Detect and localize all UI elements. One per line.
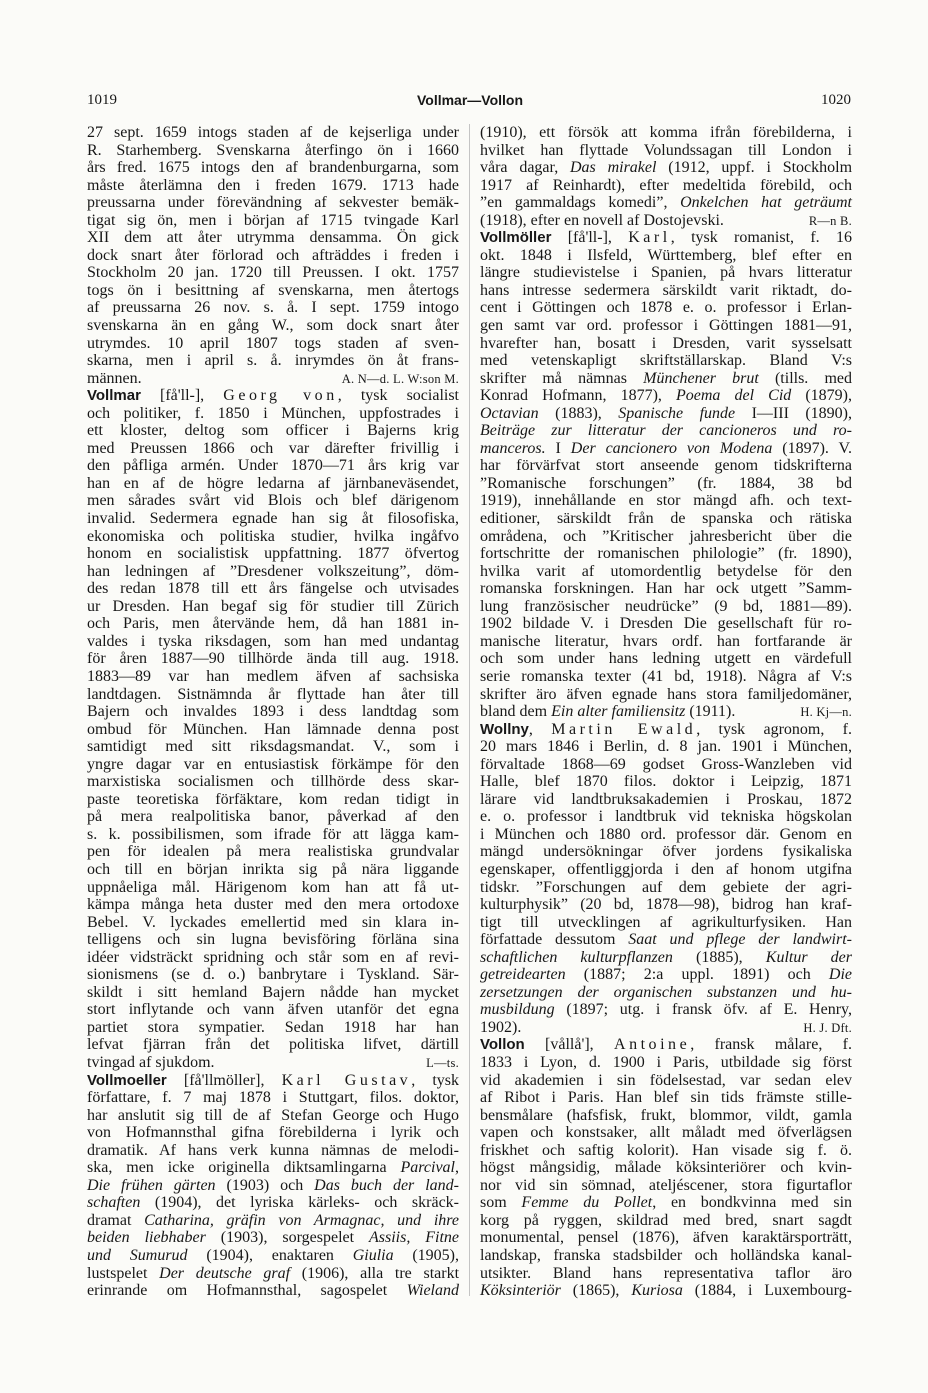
text-line: längre studievistelse i Spanien, på hvars litteratur bbox=[480, 264, 852, 282]
text-line bbox=[87, 1054, 459, 1072]
text-line: 27 sept. 1659 intogs staden af de kejserliga under bbox=[87, 124, 459, 141]
text-run: (1904), enaktaren bbox=[187, 1247, 353, 1264]
text-run: (tills. med bbox=[758, 369, 853, 387]
text-run: , tysk agronom, f. bbox=[696, 720, 852, 738]
text-line: partiet stora sympatier. Sedan 1918 har han bbox=[87, 1018, 459, 1036]
text-line: idéer vidsträckt spridning och står som en af revi- bbox=[87, 948, 459, 966]
text-run: [vållå'], bbox=[524, 1036, 614, 1054]
text-line bbox=[87, 1212, 459, 1230]
text-run: I bbox=[545, 439, 571, 457]
text-line: ekonomiska och politiska studier, hvilka ingåfvo bbox=[87, 527, 459, 545]
text-line: 1919), innehållande en stor mängd afh. och text- bbox=[480, 492, 852, 510]
text-line: paste teoretiska förfäktare, kom redan tidigt in bbox=[87, 790, 459, 808]
text-line: gen samt var ord. professor i Göttingen 1881—91, bbox=[480, 317, 852, 335]
line-text bbox=[87, 1054, 215, 1072]
text-line: valdes i tyska riksdagen, som han med undantag bbox=[87, 632, 459, 650]
text-line: telligens och sin lugna bevisföring förläna sina bbox=[87, 931, 459, 949]
text-line bbox=[480, 1019, 852, 1037]
column-left bbox=[87, 124, 459, 1300]
text-line: lefvat fjärran från det politiska lifvet, därtill bbox=[87, 1036, 459, 1054]
text-line: lung französischer neudrücke” (9 bd, 1881—89). bbox=[480, 597, 852, 615]
text-line: skrifter äro äfven egnade hans stora familjedomäner, bbox=[480, 685, 852, 703]
text-line: och Paris, men återvände hem, då han 1881 in- bbox=[87, 615, 459, 633]
text-run: (1887; 2:a uppl. 1891) och bbox=[565, 966, 829, 984]
text-run: I—III (1890), bbox=[735, 404, 853, 422]
text-line: har anslutit sig till de af Stefan George och Hugo bbox=[87, 1106, 459, 1124]
author-signature: L—ts. bbox=[426, 1055, 459, 1070]
text-line: 1902 bildade V. i Dresden Die gesellschaft für ro- bbox=[480, 615, 852, 633]
entry-person-name: Karl Gustav bbox=[281, 1071, 412, 1089]
text-line: marxistiska socialismen och tillhörde dess skar- bbox=[87, 773, 459, 791]
text-run: Konrad Hofmann, 1877), bbox=[480, 387, 676, 405]
text-run: som bbox=[480, 1194, 522, 1212]
italic-title: musbildung bbox=[480, 1001, 555, 1019]
text-line: e. o. professor i landtbruk vid tekniska högskolan bbox=[480, 808, 852, 826]
text-line: egenskaper, offentliggjorda i den af honom utgifna bbox=[480, 860, 852, 878]
text-line: vapen och konstsaker, allt måladt med öfverlägsen bbox=[480, 1124, 852, 1142]
text-run: ska, men icke originella diktsamlingarna bbox=[87, 1159, 401, 1177]
text-line: Halle, blef 1870 filos. doktor i Leipzig, 1871 bbox=[480, 773, 852, 791]
text-run: , bbox=[528, 720, 552, 738]
text-line bbox=[480, 703, 852, 721]
text-line: skildt i sitt hemland Bajern nådde han mycket bbox=[87, 983, 459, 1001]
italic-title: Ein alter familiensitz bbox=[551, 703, 686, 721]
text-line: yngre dagar var en entusiastisk förkämpe för den bbox=[87, 755, 459, 773]
text-run: [få'll-], bbox=[140, 387, 224, 405]
text-line bbox=[87, 1177, 459, 1195]
text-line bbox=[480, 1194, 852, 1212]
text-line: stort inflytande och vann äfven utanför det egna bbox=[87, 1001, 459, 1019]
text-run: (1906), alla tre starkt bbox=[290, 1264, 460, 1282]
text-run: , bbox=[455, 1159, 459, 1177]
text-line bbox=[480, 159, 852, 177]
text-run: (1912, uppf. i Stockholm bbox=[656, 159, 853, 177]
text-line: hvarefter han, bosatt i Dresden, varit sysselsatt bbox=[480, 334, 852, 352]
text-line: med Preussen 1866 och var därefter frivillig i bbox=[87, 439, 459, 457]
text-line: ur Dresden. Han begaf sig för studier till Zürich bbox=[87, 597, 459, 615]
text-line: och politiker, f. 1850 i München, uppfostrades i bbox=[87, 404, 459, 422]
entry-headword: Vollmoeller bbox=[87, 1071, 167, 1089]
text-line: svenskarna än en gång W., som dock snart åter bbox=[87, 317, 459, 335]
text-line: mängd undersökningar öfver jordens fysikaliska bbox=[480, 843, 852, 861]
text-line: 1883—89 var han medlem äfven af sachsiska bbox=[87, 667, 459, 685]
italic-title: getreidearten bbox=[480, 966, 566, 984]
text-line: friskhet och saftig kolorit). Han visade sig f. ö. bbox=[480, 1141, 852, 1159]
text-line bbox=[87, 1229, 459, 1247]
italic-title: Kultur der bbox=[765, 948, 852, 966]
text-run: (1879), bbox=[791, 387, 853, 405]
text-line bbox=[480, 949, 852, 967]
text-run: (1911). bbox=[685, 703, 736, 721]
line-text bbox=[480, 703, 735, 721]
italic-title: zersetzungen der organischen substanzen und hu- bbox=[480, 983, 852, 1001]
text-line: manische literatur, hvars ordf. han fortfarande är bbox=[480, 632, 852, 650]
text-run: (1897). V. bbox=[772, 439, 853, 457]
text-line: vid akademien i sin födelsestad, var sedan elev bbox=[480, 1071, 852, 1089]
text-run: (1903), sorgespelet bbox=[205, 1229, 369, 1247]
text-line bbox=[87, 1247, 459, 1265]
italic-title: schaften bbox=[87, 1194, 141, 1212]
text-line bbox=[480, 370, 852, 388]
text-line bbox=[480, 1001, 852, 1019]
text-run: (1897; utg. i fransk öfv. af E. Henry, bbox=[554, 1001, 852, 1019]
text-line bbox=[87, 387, 459, 405]
text-line: dock snart åter förlorad och afträddes i freden i bbox=[87, 246, 459, 264]
column-divider bbox=[469, 124, 470, 1296]
page-number-right: 1020 bbox=[821, 92, 851, 108]
italic-title: Das mirakel bbox=[570, 159, 657, 177]
text-line: högst mångsidig, målade köksinteriörer och kvin- bbox=[480, 1159, 852, 1177]
line-text bbox=[480, 212, 724, 230]
text-line bbox=[87, 1265, 459, 1283]
text-line: invalid. Sedermera egnade han sig åt filosofiska, bbox=[87, 510, 459, 528]
text-line: har förvärfvat stort anseende genom tidskrifterna bbox=[480, 457, 852, 475]
text-line: lärare vid landtbruksakademien i Proskau, 1872 bbox=[480, 790, 852, 808]
entry-person-name: Antoine bbox=[614, 1036, 691, 1054]
text-run: (1918), efter en novell af Dostojevski. bbox=[480, 211, 724, 229]
text-line bbox=[480, 422, 852, 440]
text-line: ett kloster, deltog som officer i Bajerns krig bbox=[87, 422, 459, 440]
italic-title: Beiträge zur litteratur der cancioneros und ro- bbox=[480, 422, 852, 440]
text-line: han en af de högre ledarna af järnbaneväsendet, bbox=[87, 474, 459, 492]
italic-title: Onkelchen hat geträumt bbox=[680, 194, 852, 212]
text-line: ”Romanische forschungen” (fr. 1884, 38 bd bbox=[480, 474, 852, 492]
page-number-left: 1019 bbox=[87, 92, 117, 108]
text-line: af preussarna 26 nov. s. å. I sept. 1759 intogo bbox=[87, 299, 459, 317]
text-line: för åren 1887—90 tillhörde ända till aug. 1918. bbox=[87, 650, 459, 668]
text-line: af Ribot i Paris. Han blef sin tids främste stille- bbox=[480, 1089, 852, 1107]
text-line: med vetenskapligt skriftställarskap. Bland V:s bbox=[480, 352, 852, 370]
text-line bbox=[87, 1282, 459, 1300]
text-line: Bajern och invaldes 1893 i dess landtdag som bbox=[87, 703, 459, 721]
italic-title: schaftlichen kulturpflanzen bbox=[480, 948, 673, 966]
text-line: honom en socialistisk uppfattning. 1877 öfvertog bbox=[87, 545, 459, 563]
italic-title: und Sumurud bbox=[87, 1247, 188, 1264]
text-line: samtidigt med sitt riksdagsmandat. V., som i bbox=[87, 738, 459, 756]
text-line: års fred. 1675 intogs den af brandenburgarna, som bbox=[87, 159, 459, 177]
text-line: tigt till utvecklingen af agrikulturfysiken. Han bbox=[480, 913, 852, 931]
italic-title: Spanische funde bbox=[618, 404, 736, 422]
text-line bbox=[480, 440, 852, 458]
italic-title: Saat und pflege der landwirt- bbox=[628, 931, 853, 949]
text-run: tvingad af sjukdom. bbox=[87, 1053, 215, 1071]
text-line: 20 mars 1846 i Berlin, d. 8 jan. 1901 i München, bbox=[480, 738, 852, 756]
text-line bbox=[87, 370, 459, 388]
text-line: Bebel. V. lyckades emellertid med sin klara in- bbox=[87, 913, 459, 931]
text-line: fortschritte der romanischen philologie” (fr. 1890), bbox=[480, 545, 852, 563]
column-right bbox=[480, 124, 852, 1300]
author-signature: A. N—d. L. W:son M. bbox=[341, 371, 459, 386]
text-line: 1833 i Lyon, d. 1900 i Paris, utbildade sig först bbox=[480, 1053, 852, 1071]
italic-title: Der deutsche graf bbox=[159, 1264, 291, 1282]
text-line: bensmålare (hafsfisk, frukt, blommor, vildt, gamla bbox=[480, 1106, 852, 1124]
text-line: monumental, pensel (1876), äfven karaktärsporträtt, bbox=[480, 1229, 852, 1247]
text-line: författare, f. 7 maj 1878 i Stuttgart, filos. doktor, bbox=[87, 1089, 459, 1107]
text-line: des redan 1878 till ett års fängelse och utvisades bbox=[87, 580, 459, 598]
italic-title: Wieland bbox=[406, 1282, 459, 1300]
entry-person-name: Martin Ewald bbox=[551, 720, 697, 738]
text-run: erinrande om Hofmannsthal, sagospelet bbox=[87, 1282, 407, 1300]
text-line: landskap, franska stadsbilder och holländska kanal- bbox=[480, 1247, 852, 1264]
text-run: (1905), bbox=[393, 1247, 459, 1264]
text-line: nor vid sin sömnad, ateljéscener, stora figurtaflor bbox=[480, 1176, 852, 1194]
text-line: och till en början inrikta sig på nära liggande bbox=[87, 860, 459, 878]
italic-title: Octavian bbox=[480, 404, 539, 422]
text-line: serie romanska texter (41 bd, 1918). Några af V:s bbox=[480, 667, 852, 685]
italic-title: Die frühen gärten bbox=[87, 1176, 216, 1194]
running-title: Vollmar—Vollon bbox=[416, 92, 524, 108]
text-line: romanska forskningen. Han har ock utgett ”Samm- bbox=[480, 580, 852, 598]
text-run: (1865), bbox=[560, 1282, 632, 1300]
text-run: (1904), det lyriska kärleks- och skräck- bbox=[140, 1194, 459, 1212]
text-line: ombud för München. Han lämnade denna post bbox=[87, 720, 459, 738]
text-run: männen. bbox=[87, 369, 142, 387]
entry-headword: Vollmöller bbox=[480, 229, 552, 247]
italic-title: Catharina, gräfin von Armagnac, und ihre bbox=[144, 1211, 459, 1229]
text-line: XII dem att åter utrymma densamma. Ön gick bbox=[87, 229, 459, 247]
text-line bbox=[480, 1036, 852, 1054]
text-line bbox=[480, 405, 852, 423]
text-line: sionismens (se d. o.) banbrytare i Tyskland. Sär- bbox=[87, 966, 459, 984]
text-line: kulturphysik” (20 bd, 1878—98), bidrog han kraf- bbox=[480, 896, 852, 914]
text-run: våra dagar, bbox=[480, 159, 570, 177]
text-line: måste återlämna den i freden 1679. 1713 hade bbox=[87, 176, 459, 194]
italic-title: Giulia bbox=[352, 1247, 394, 1264]
italic-title: Münchener brut bbox=[643, 369, 759, 387]
text-line: utrymdes. 10 april 1807 togs staden af sven- bbox=[87, 334, 459, 352]
text-line: den påfliga armén. Under 1870—71 års krig var bbox=[87, 457, 459, 475]
italic-title: Poema del Cid bbox=[676, 387, 792, 405]
text-run: skrifter må nämnas bbox=[480, 369, 644, 387]
text-line: hvilket han flyttade Volundssagan till London i bbox=[480, 141, 852, 159]
text-line: R. Starhemberg. Svenskarna återfingo ön i 1660 bbox=[87, 141, 459, 159]
text-line: hans intresse sedermera särskildt varit riktadt, do- bbox=[480, 281, 852, 299]
text-line: områdena, och ”Kritischer jahresbericht über die bbox=[480, 527, 852, 545]
italic-title: Das buch der land- bbox=[314, 1176, 459, 1194]
text-run: , tysk romanist, f. 16 bbox=[670, 229, 853, 247]
text-line: skarna, men i april s. å. inrymdes ön åt frans- bbox=[87, 352, 459, 370]
text-line: togs ön i besittning af svenskarna, men återtogs bbox=[87, 281, 459, 299]
text-line: s. k. possibilismen, som ifrade för att lägga kam- bbox=[87, 825, 459, 843]
text-run: [få'll-], bbox=[551, 229, 629, 247]
text-run: , en bondkvinna med sin bbox=[652, 1194, 853, 1212]
text-line: uppnåeliga mål. Härigenom kom han att få ut- bbox=[87, 878, 459, 896]
italic-title: Die bbox=[828, 966, 852, 984]
italic-title: manceros. bbox=[480, 439, 546, 457]
text-run: (1884, i Luxembourg- bbox=[682, 1282, 852, 1300]
text-line: editioner, särskildt från de spanska och rätiska bbox=[480, 510, 852, 528]
text-line: förvaltade 1868—69 godset Gross-Wanzleben vid bbox=[480, 755, 852, 773]
line-text bbox=[87, 370, 142, 388]
text-line bbox=[480, 721, 852, 739]
text-line bbox=[480, 984, 852, 1002]
entry-headword: Vollmar bbox=[87, 387, 141, 405]
author-signature: H. J. Dft. bbox=[803, 1020, 852, 1035]
italic-title: beiden liebhaber bbox=[87, 1229, 206, 1247]
text-line bbox=[480, 212, 852, 230]
text-line bbox=[87, 1159, 459, 1177]
text-line: men sårades svårt vid Blois och blef därigenom bbox=[87, 492, 459, 510]
text-run: , fransk målare, f. bbox=[690, 1036, 852, 1054]
text-run: [få'llmöller], bbox=[166, 1071, 282, 1089]
text-line: tidskr. ”Forschungen auf dem gebiete der agri- bbox=[480, 878, 852, 896]
text-line bbox=[480, 194, 852, 212]
text-line bbox=[87, 1194, 459, 1212]
text-run: dramat bbox=[87, 1211, 145, 1229]
text-line bbox=[480, 387, 852, 405]
italic-title: Femme du Pollet bbox=[521, 1194, 653, 1212]
text-line bbox=[480, 1282, 852, 1300]
text-line: okt. 1848 i Ilsfeld, Württemberg, blef efter en bbox=[480, 246, 852, 264]
text-run: , tysk socialist bbox=[337, 387, 460, 405]
text-run: (1885), bbox=[672, 948, 766, 966]
text-line: tigat sig ön, men i början af 1715 tvingade Karl bbox=[87, 211, 459, 229]
text-line bbox=[480, 229, 852, 247]
text-run: (1903) och bbox=[215, 1176, 315, 1194]
text-run: ”en gammaldags komedi”, bbox=[480, 194, 681, 212]
text-line bbox=[87, 1072, 459, 1090]
text-line: i München och 1880 ord. professor där. Genom en bbox=[480, 825, 852, 843]
text-line: preussarna under förevändning af sekvester bemäk- bbox=[87, 194, 459, 212]
entry-person-name: Georg von bbox=[223, 387, 338, 405]
text-line: kämpa många heta duster med den mera ortodoxe bbox=[87, 896, 459, 914]
text-line: pen för idealen på mera realistiska grundvalar bbox=[87, 843, 459, 861]
italic-title: Köksinteriör bbox=[480, 1282, 561, 1300]
italic-title: Kuriosa bbox=[631, 1282, 683, 1300]
text-line: korg på ryggen, skildrad med bred, snart sagdt bbox=[480, 1211, 852, 1229]
author-signature: R—n B. bbox=[808, 213, 852, 228]
text-line: Stockholm 20 jan. 1720 till Preussen. I okt. 1757 bbox=[87, 264, 459, 282]
text-line: han ledningen af ”Dresdener volkszeitung”, döm- bbox=[87, 562, 459, 580]
author-signature: H. Kj—n. bbox=[800, 705, 852, 720]
italic-title: Parcival bbox=[400, 1159, 455, 1177]
italic-title: Der cancionero von Modena bbox=[570, 439, 773, 457]
text-line: von Hofmannsthal gifna förebilderna i lyrik och bbox=[87, 1124, 459, 1142]
text-line: utsikter. Bland hans representativa taflor äro bbox=[480, 1264, 852, 1282]
text-line: landtdagen. Sistnämnda år flyttade han åter till bbox=[87, 685, 459, 703]
text-run: , tysk bbox=[411, 1071, 460, 1089]
entry-headword: Vollon bbox=[480, 1036, 525, 1054]
text-line: dramatik. Af hans verk kunna nämnas de melodi- bbox=[87, 1141, 459, 1159]
text-line: (1910), ett försök att komma ifrån förebilderna, i bbox=[480, 124, 852, 141]
text-run: författade dessutom bbox=[480, 931, 629, 949]
text-line: hvilka varit af utomordentlig betydelse för den bbox=[480, 562, 852, 580]
text-line: cent i Göttingen och 1878 e. o. professor i Erlan- bbox=[480, 299, 852, 317]
text-run: 1902). bbox=[480, 1018, 522, 1036]
text-line bbox=[480, 931, 852, 949]
text-line: 1917 af Reinhardt), efter medeltida förebild, och bbox=[480, 176, 852, 194]
text-run: bland dem bbox=[480, 703, 552, 721]
text-line: och som under hans ledning utgett en värdefull bbox=[480, 650, 852, 668]
line-text bbox=[480, 1019, 521, 1037]
text-line bbox=[480, 966, 852, 984]
entry-headword: Wollny bbox=[480, 720, 529, 738]
text-run: lustspelet bbox=[87, 1264, 160, 1282]
text-line: på mera realpolitiska banor, påverkad af den bbox=[87, 808, 459, 826]
entry-person-name: Karl bbox=[628, 229, 671, 247]
text-run: (1883), bbox=[538, 404, 619, 422]
italic-title: Assiis, Fitne bbox=[368, 1229, 460, 1247]
